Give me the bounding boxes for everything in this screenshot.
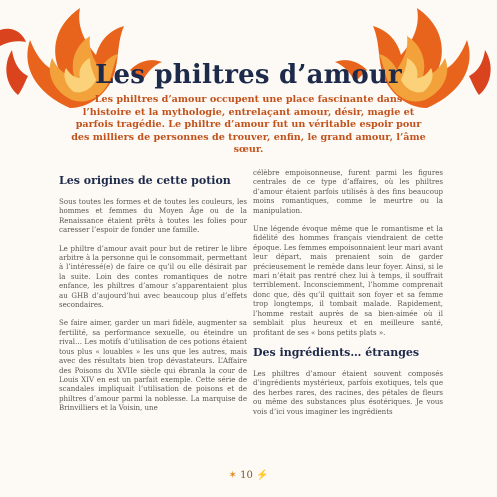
lightning-ornament-icon: ⚡ bbox=[256, 470, 269, 481]
left-column bbox=[59, 168, 247, 422]
body-paragraph: Le philtre d’amour avait pour but de retirer le libre arbitre à la personne qui le consommait, permettant à l’intéressé(e) de faire ce qu’il ou elle désirait par la suite. Loin des contes romantiques de notre enfance, les philtres d’amour s’apparentaient plus au GHB d’aujourd’hui avec beaucoup plus d’effets secondaires. bbox=[59, 243, 247, 310]
section-heading-ingredients: Des ingrédients… étranges bbox=[253, 345, 420, 359]
page-number: 10 bbox=[240, 470, 253, 481]
page-title: Les philtres d’amour bbox=[95, 60, 402, 90]
body-paragraph: Une légende évoque même que le romantisme et la fidélité des hommes français viendraient de cette époque. Les femmes empoisonnaient leur mari avant leur départ, mais prenaient soin de garder précieusement le remède dans leur foyer. Ainsi, si le mari n’était pas rentré chez lui à temps, il souffrait terriblement. Inconsciemment, l’homme comprenait donc que, dès qu’il quittait son foyer et sa femme trop longtemps, il tombait malade. Rapidement, l’homme restait auprès de sa bien-aimée où il semblait plus heureux et en meilleure santé, profitant de ses « bons petits plats ». bbox=[253, 224, 443, 337]
section-heading-origins: Les origines de cette potion bbox=[59, 174, 231, 187]
body-paragraph: Se faire aimer, garder un mari fidèle, augmenter sa fertilité, sa performance sexuelle, ou éteindre un rival… Les motifs d’utilisation de ces potions étaient tous plus « louables » les uns que les autres, mais avec des résultats bien trop dévastateurs. L’Affaire des Poisons du XVIIe siècle qui ébranla la cour de Louis XIV en est un parfait exemple. Cette série de scandales impliquait l’utilisation de poisons et de philtres d’amour parmi la noblesse. La marquise de Brinvilliers et la Voisin, une bbox=[59, 318, 247, 413]
body-paragraph: Les philtres d’amour étaient souvent composés d’ingrédients mystérieux, parfois exotiques, tels que des herbes rares, des racines, des pétales de fleurs ou même des substances plus ésotériques. Je vous vois d’ici vous imaginer les ingrédients bbox=[253, 368, 443, 416]
intro-paragraph: Les philtres d’amour occupent une place fascinante dans l’histoire et la mythologie, entrelaçant amour, désir, magie et parfois tragédie. Le philtre d’amour fut un véritable espoir pour des milliers de personnes de trouver, enfin, le grand amour, l’âme sœur. bbox=[71, 94, 426, 156]
page-footer bbox=[0, 470, 497, 481]
body-paragraph: Sous toutes les formes et de toutes les couleurs, les hommes et femmes du Moyen Âge ou de la Renaissance étaient prêts à toutes les folies pour caresser l’espoir de fonder une famille. bbox=[59, 197, 247, 235]
body-paragraph: célèbre empoisonneuse, furent parmi les figures centrales de ce type d’affaires, où les philtres d’amour étaient parfois utilisés à des fins beaucoup moins romantiques, comme le meurtre ou la manipulation. bbox=[253, 168, 443, 215]
star-ornament-icon: ✶ bbox=[228, 470, 237, 481]
right-column bbox=[253, 168, 443, 425]
